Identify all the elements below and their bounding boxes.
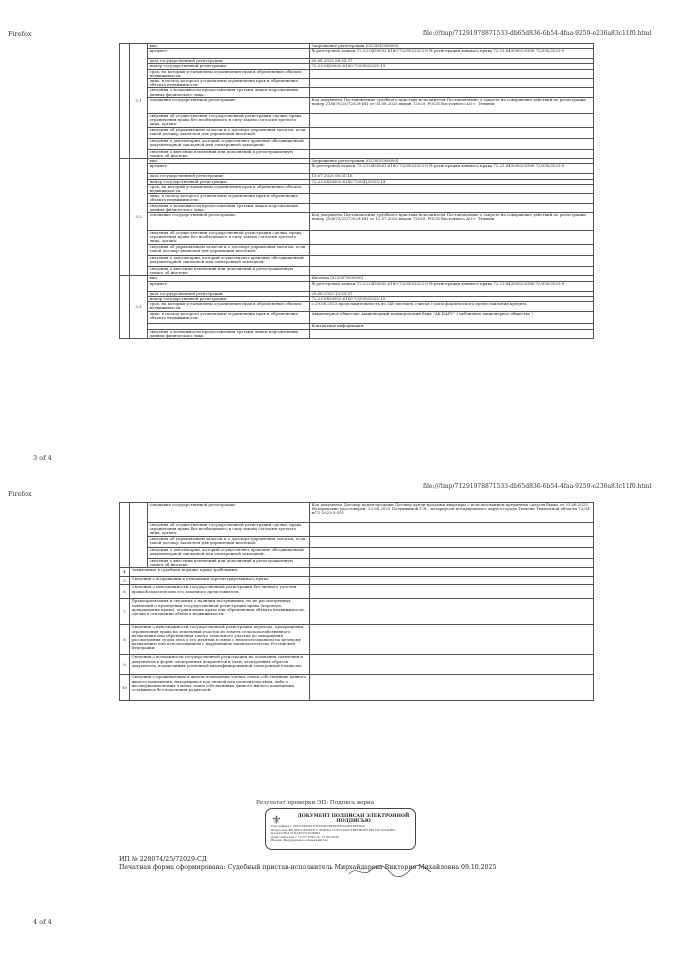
field-value bbox=[310, 548, 594, 559]
table-row bbox=[120, 194, 594, 203]
field-value bbox=[310, 194, 594, 203]
field-value bbox=[310, 559, 594, 568]
field-label: лицо, в пользу которого установлены ограничения прав и обременение объекта недвижимости: bbox=[148, 79, 310, 88]
field-label: основание государственной регистрации: bbox=[148, 213, 310, 231]
field-value bbox=[310, 69, 594, 78]
field-label: лицо, в пользу которого установлены ограничения прав и обременение объекта недвижимости: bbox=[148, 312, 310, 324]
section-number: 3.2 bbox=[130, 159, 148, 276]
table-row bbox=[120, 577, 594, 585]
table-row bbox=[120, 330, 594, 339]
field-value bbox=[310, 655, 594, 675]
field-label: предмет: bbox=[148, 164, 310, 174]
field-label: сведения о внесении изменений или дополнений в регистрационную запись об ипотеке: bbox=[148, 267, 310, 276]
table-row bbox=[120, 256, 594, 267]
field-value bbox=[310, 675, 594, 701]
table-row bbox=[120, 231, 594, 245]
field-value bbox=[310, 577, 594, 585]
field-value bbox=[310, 203, 594, 212]
table-row bbox=[120, 267, 594, 276]
field-label: сведения о внесении изменений или дополнений в регистрационную запись об ипотеке: bbox=[148, 149, 310, 158]
stamp-title: ДОКУМЕНТ ПОДПИСАН ЭЛЕКТРОННОЙ ПОДПИСЬЮ bbox=[297, 814, 410, 824]
field-value: Запрещение регистрации (022001000000) bbox=[310, 159, 594, 164]
row-spacer bbox=[120, 44, 130, 159]
field-label: сведения об осуществлении государственной регистрации сделки, права, ограничения права без необходимого в силу закона согласия третьего лица, органа: bbox=[148, 231, 310, 245]
field-label: срок, на который установлены ограничения прав и обременение объекта недвижимости: bbox=[148, 69, 310, 78]
field-label: сведения об управляющем залогом и о договоре управления залогом, если такой договор заключен для управления ипотекой: bbox=[148, 245, 310, 256]
field-value bbox=[310, 523, 594, 537]
row-number: 8 bbox=[120, 625, 130, 655]
handwritten-signature bbox=[345, 864, 435, 878]
print-form-line: Печатная форма сформирована: Судебный пристав-исполнитель Мирхайдарова Виктория Михайловна 09.10.2025 bbox=[119, 864, 497, 871]
field-value: Акционерное общество Акционерный коммерческий банк "АК БАРС" ( публичное акционерное общество ) bbox=[310, 312, 594, 324]
field-label: срок, на который установлены ограничения прав и обременение объекта недвижимости: bbox=[148, 184, 310, 193]
field-label: сведения о возможности предоставления третьим лицам персональных данных физического лица: bbox=[148, 88, 310, 97]
signature-check-result: Результат проверки ЭП: Подпись верна bbox=[256, 800, 375, 806]
stamp-line: Владелец: ФЕДЕРАЛЬНАЯ СЛУЖБА ГОСУДАРСТВЕННОЙ РЕГИСТРАЦИИ, КАДАСТРА И КАРТОГРАФИИ bbox=[271, 827, 396, 835]
field-value bbox=[310, 149, 594, 158]
field-label: номер государственной регистрации: bbox=[148, 64, 310, 69]
row-number: 4 bbox=[120, 568, 130, 577]
field-label: Сведения о невозможности государственной регистрации без личного участия правообладателя или его законного представителя: bbox=[130, 585, 310, 599]
field-label: сведения о возможности предоставления третьим лицам персональных данных физического лица: bbox=[148, 203, 310, 212]
browser-label: Firefox bbox=[8, 30, 32, 38]
field-value bbox=[310, 245, 594, 256]
field-label: основание государственной регистрации: bbox=[148, 503, 310, 523]
field-label: вид: bbox=[148, 44, 310, 49]
field-label: сведения о депозитарии, который осуществляет хранение обездвиженной документарной закладной или электронной закладной: bbox=[148, 548, 310, 559]
field-value: Код документа Постановление судебного пристава-исполнителя Постановление о запрете на совершение действий по регистрации номер 200673/25/72029-ИП от 12.07.2025 выдан 72029, РОСП Восточного АО г. Тюмени bbox=[310, 213, 594, 231]
row-number: 6 bbox=[120, 585, 130, 599]
field-value: Запрещение регистрации (022001000000) bbox=[310, 44, 594, 49]
field-value: № реестровой записи 72:23:0430002:6180-72/050/2023-9 № регистрации вещного права 72:23:0430002:6180-72/050/2023-9 bbox=[310, 281, 594, 291]
stamp-line: Выдан: Федеральное казначейство bbox=[271, 838, 329, 842]
field-label: Сведения о невозможности государственной регистрации перехода, прекращения, ограничения права на земельный участок из земель сельскохозяйственного назначения или обременения такого земельного участка до завершения рассмотрения судом дела о его изъятии в связи с неиспользованием по целевому назначению или использованием с нарушением законодательства Российской Федерации: bbox=[130, 625, 310, 655]
field-label: дата государственной регистрации: bbox=[148, 174, 310, 179]
registry-table-sections-3 bbox=[119, 43, 594, 339]
row-number: 9 bbox=[120, 655, 130, 675]
table-row bbox=[120, 164, 594, 174]
field-label: Заявленные в судебном порядке права требования: bbox=[130, 568, 310, 577]
field-label: дата государственной регистрации: bbox=[148, 291, 310, 296]
table-row bbox=[120, 213, 594, 231]
coat-of-arms-icon: ⚜ bbox=[271, 813, 282, 827]
row-number: 10 bbox=[120, 675, 130, 701]
field-value: Код документа Договор купли-продажи Договор купли-продажи квартиры с использованием кредитных средств банка от 23.06.2023. Нотариально удостоверен: 23.06.2023 Полушкиной Т.Н., нотариусом нотариального округа города Тюмени Тюменской области 72/34-н/72-2023-3-551 bbox=[310, 503, 594, 523]
field-value bbox=[310, 568, 594, 577]
table-row bbox=[120, 49, 594, 59]
table-row bbox=[120, 138, 594, 149]
field-label: основание государственной регистрации: bbox=[148, 97, 310, 113]
field-label: сведения о депозитарии, который осуществляет хранение обездвиженной документарной закладной или электронной закладной: bbox=[148, 138, 310, 149]
field-value bbox=[310, 138, 594, 149]
ip-number: ИП № 228074/25/72029-СД bbox=[119, 856, 207, 863]
field-value: Ипотека (022007000000) bbox=[310, 276, 594, 281]
table-row bbox=[120, 568, 594, 577]
table-row bbox=[120, 312, 594, 324]
field-label: Сведения о возражении в отношении зарегистрированного права: bbox=[130, 577, 310, 585]
field-label: предмет: bbox=[148, 49, 310, 59]
table-row bbox=[120, 503, 594, 523]
table-row bbox=[120, 127, 594, 138]
table-row bbox=[120, 625, 594, 655]
field-value bbox=[310, 625, 594, 655]
field-label: сведения о возможности предоставления третьим лицам персональных данных физического лица bbox=[148, 330, 310, 339]
field-value bbox=[310, 184, 594, 193]
section-number bbox=[130, 503, 148, 568]
page-url-2: file:///tmp/71291978871533-db65d836-6b54-4faa-9259-e236a83c11f0.html bbox=[423, 483, 652, 490]
field-value: 29.06.2023 13:59:57 bbox=[310, 291, 594, 296]
field-label: сведения об управляющем залогом и о договоре управления залогом, если такой договор заключен для управления ипотекой: bbox=[148, 537, 310, 548]
field-label: Правопритязания и сведения о наличии поступивших, но не рассмотренных заявлений о проведении государственной регистрации права (перехода, прекращения права), ограничения права или обременения объекта недвижимости, сделки в отношении объекта недвижимости: bbox=[130, 599, 310, 625]
field-label: лицо, в пользу которого установлены ограничения прав и обременение объекта недвижимости: bbox=[148, 194, 310, 203]
field-value: № реестровой записи 72:23:0430002:6180-72/050/2023-9 № регистрации вещного права 72:23:0430002:6180-72/050/2023-9 bbox=[310, 164, 594, 174]
field-label: сведения об осуществлении государственной регистрации сделки, права, ограничения права без необходимого в силу закона согласия третьего лица, органа: bbox=[148, 523, 310, 537]
section-number: 3.3 bbox=[130, 276, 148, 339]
table-row bbox=[120, 559, 594, 568]
table-row bbox=[120, 599, 594, 625]
field-value bbox=[310, 267, 594, 276]
stamp-line: Сертификат: 00CC8E6D27F65E9E7BF0DFE3A9B1E0F8AA bbox=[271, 824, 366, 828]
field-label: Сведения о возможности государственной регистрации на основании заявления и документов в форме электронных документов и (или) электронных образов документов, подписанных усиленной квалифицированной электронной подписью: bbox=[130, 655, 310, 675]
field-label: сведения об осуществлении государственной регистрации сделки, права, ограничения права без необходимого в силу закона согласия третьего лица, органа: bbox=[148, 113, 310, 127]
registry-table-continued bbox=[119, 502, 594, 701]
field-value: № реестровой записи 72:23:0430002:6180-72/050/2023-9 № регистрации вещного права 72:23:0430002:6180-72/050/2023-9 bbox=[310, 49, 594, 59]
field-value bbox=[310, 330, 594, 339]
browser-label-2: Firefox bbox=[8, 490, 32, 498]
stamp-line: Действителен с 12.07.2025 по 15.09.2026 bbox=[271, 834, 340, 839]
table-row bbox=[120, 245, 594, 256]
stamp-certificate-details bbox=[271, 825, 411, 843]
field-label: вид: bbox=[148, 159, 310, 164]
field-value bbox=[310, 231, 594, 245]
field-label: Сведения о проживающих в жилом помещении членах семьи собственника данного жилого помещения, находящихся под опекой или попечительством, либо о несовершеннолетних членах семьи собственника данного жилого помещения, оставшихся без попечения родителей: bbox=[130, 675, 310, 701]
table-row bbox=[120, 523, 594, 537]
page-url: file:///tmp/71291978871533-db65d836-6b54-4faa-9259-e236a83c11f0.html bbox=[423, 30, 652, 37]
table-row bbox=[120, 184, 594, 193]
field-value bbox=[310, 599, 594, 625]
table-row bbox=[120, 585, 594, 599]
field-label: сведения о депозитарии, который осуществляет хранение обездвиженной документарной закладной или электронной закладной: bbox=[148, 256, 310, 267]
page-number: 3 of 4 bbox=[33, 454, 52, 462]
table-row bbox=[120, 203, 594, 212]
row-spacer bbox=[120, 159, 130, 276]
field-value: 72:23:0430002:6180-72/041/2025-14 bbox=[310, 179, 594, 184]
field-label: номер государственной регистрации: bbox=[148, 179, 310, 184]
field-value bbox=[310, 256, 594, 267]
field-label: предмет: bbox=[148, 281, 310, 291]
field-value: 05.08.2025 08:35:37 bbox=[310, 59, 594, 64]
field-value: 72:23:0430002:6180-72/050/2023-10 bbox=[310, 296, 594, 301]
field-label: сведения о внесении изменений или дополнений в регистрационную запись об ипотеке: bbox=[148, 559, 310, 568]
field-label: сведения об управляющем залогом и о договоре управления залогом, если такой договор заключен для управления ипотекой: bbox=[148, 127, 310, 138]
field-value: с 29.06.2023 продолжительность по 240 месяцев, считая с даты фактического предоставления кредита bbox=[310, 302, 594, 312]
table-row bbox=[120, 113, 594, 127]
field-value bbox=[310, 585, 594, 599]
table-row bbox=[120, 548, 594, 559]
field-value: Код документа Постановление судебного пристава-исполнителя Постановление о запрете на совершение действий по регистрации номер 215670/25/72029-ИП от 05.08.2025 выдан 72029, РОСП Восточного АО г. Тюмени bbox=[310, 97, 594, 113]
field-value: 15.07.2025 06:31:16 bbox=[310, 174, 594, 179]
page-number-2: 4 of 4 bbox=[33, 918, 52, 926]
field-label: вид: bbox=[148, 276, 310, 281]
row-spacer bbox=[120, 503, 130, 568]
field-value: 72:23:0430002:6180-72/050/2025-19 bbox=[310, 64, 594, 69]
field-label: дата государственной регистрации: bbox=[148, 59, 310, 64]
field-value bbox=[310, 79, 594, 88]
section-number: 3.1 bbox=[130, 44, 148, 159]
row-number: 5 bbox=[120, 577, 130, 585]
field-value bbox=[310, 88, 594, 97]
table-row bbox=[120, 675, 594, 701]
table-row bbox=[120, 149, 594, 158]
field-value bbox=[310, 537, 594, 548]
row-spacer bbox=[120, 276, 130, 339]
field-value bbox=[310, 113, 594, 127]
electronic-signature-stamp bbox=[265, 808, 416, 850]
table-row bbox=[120, 79, 594, 88]
table-row bbox=[120, 97, 594, 113]
field-label: срок, на который установлены ограничения прав и обременение объекта недвижимости: bbox=[148, 302, 310, 312]
field-value bbox=[310, 127, 594, 138]
table-row bbox=[120, 69, 594, 78]
table-row bbox=[120, 537, 594, 548]
row-number: 7 bbox=[120, 599, 130, 625]
table-row bbox=[120, 281, 594, 291]
field-value: Контактная информация: bbox=[310, 324, 594, 330]
table-row bbox=[120, 302, 594, 312]
table-row bbox=[120, 655, 594, 675]
table-row bbox=[120, 88, 594, 97]
field-label: номер государственной регистрации: bbox=[148, 296, 310, 301]
